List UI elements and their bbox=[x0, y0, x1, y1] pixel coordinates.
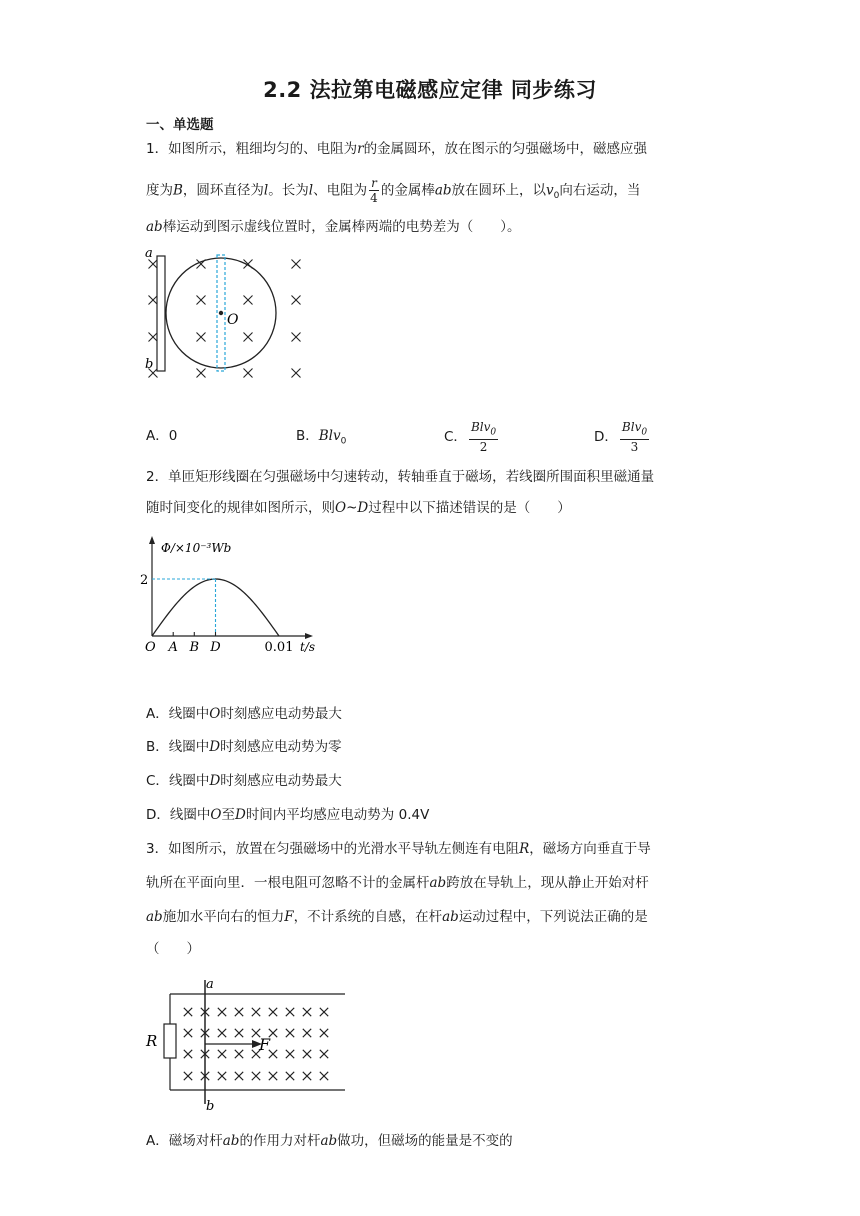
y-axis-label: Φ/×10⁻³Wb bbox=[161, 541, 232, 555]
field-cross-mark bbox=[244, 369, 253, 378]
field-cross-mark bbox=[184, 1050, 192, 1058]
q1-option-c[interactable]: C． $\frac{Blv_0}{2}$ bbox=[444, 420, 497, 455]
field-cross-mark bbox=[320, 1072, 328, 1080]
q1-ring-figure bbox=[140, 244, 320, 384]
y-tick-label: 2 bbox=[140, 573, 149, 588]
field-cross-mark bbox=[286, 1050, 294, 1058]
q3-line-4: （ ） bbox=[146, 941, 200, 957]
label-a: a bbox=[206, 977, 214, 992]
q2-option-b[interactable]: B．线圈中D时刻感应电动势为零 bbox=[146, 739, 342, 755]
q2-number: 2． bbox=[146, 469, 169, 485]
q2-option-d[interactable]: D．线圈中O至D时间内平均感应电动势为 0.4V bbox=[146, 807, 430, 823]
q1-option-d[interactable]: D． $\frac{Blv_0}{3}$ bbox=[594, 420, 648, 455]
field-cross-mark bbox=[197, 369, 206, 378]
field-cross-mark bbox=[286, 1072, 294, 1080]
x-axis-label: t/s bbox=[300, 640, 316, 654]
q2-line-1: 2．单匝矩形线圈在匀强磁场中匀速转动，转轴垂直于磁场，若线圈所围面积里磁通量 bbox=[146, 469, 655, 485]
field-cross-mark bbox=[269, 1008, 277, 1016]
field-cross-mark bbox=[197, 333, 206, 342]
field-cross-mark bbox=[218, 1029, 226, 1037]
resistor-R bbox=[164, 1024, 176, 1058]
fraction-r-over-4: $\frac{r}{4}$ bbox=[370, 176, 378, 205]
field-cross-mark bbox=[184, 1072, 192, 1080]
flux-curve bbox=[152, 579, 279, 636]
field-cross-mark bbox=[320, 1008, 328, 1016]
q3-line-3: ab施加水平向右的恒力F，不计系统的自感，在杆ab运动过程中，下列说法正确的是 bbox=[146, 909, 648, 925]
field-cross-mark bbox=[292, 260, 301, 269]
field-cross-mark bbox=[218, 1008, 226, 1016]
label-O: O bbox=[227, 312, 239, 328]
q1-option-b[interactable]: B．Blv$_0$ bbox=[296, 428, 347, 447]
q3-option-a[interactable]: A．磁场对杆ab的作用力对杆ab做功，但磁场的能量是不变的 bbox=[146, 1133, 513, 1149]
metal-rod-ab bbox=[157, 256, 165, 371]
label-b: b bbox=[145, 357, 154, 372]
field-cross-mark bbox=[303, 1050, 311, 1058]
field-cross-mark bbox=[235, 1050, 243, 1058]
resistor-label: R bbox=[146, 1032, 158, 1050]
section-heading: 一、单选题 bbox=[146, 117, 214, 133]
x-tick-label: B bbox=[189, 640, 200, 655]
field-cross-mark bbox=[235, 1072, 243, 1080]
field-cross-mark bbox=[184, 1029, 192, 1037]
field-cross-mark bbox=[197, 296, 206, 305]
field-cross-mark bbox=[184, 1008, 192, 1016]
field-cross-mark bbox=[292, 369, 301, 378]
q1-option-a[interactable]: A．0 bbox=[146, 428, 178, 444]
q1-line-1: 1．如图所示，粗细均匀的、电阻为r的金属圆环，放在图示的匀强磁场中，磁感应强 bbox=[146, 141, 648, 157]
field-cross-mark bbox=[244, 296, 253, 305]
q3-number: 3． bbox=[146, 841, 169, 857]
x-axis-arrow bbox=[305, 633, 313, 639]
label-b: b bbox=[206, 1099, 215, 1114]
field-cross-mark bbox=[292, 296, 301, 305]
center-dot bbox=[219, 311, 223, 315]
field-cross-mark bbox=[218, 1072, 226, 1080]
q3-line-2: 轨所在平面向里．一根电阻可忽略不计的金属杆ab跨放在导轨上，现从静止开始对杆 bbox=[146, 875, 649, 891]
field-cross-mark bbox=[303, 1072, 311, 1080]
q1-line-2: 度为B，圆环直径为l。长为l、电阻为 $\frac{r}{4}$ 的金属棒ab放在圆环上，以$v_0$向右运动，当 bbox=[146, 176, 641, 205]
field-cross-mark bbox=[269, 1072, 277, 1080]
field-cross-mark bbox=[244, 333, 253, 342]
field-cross-mark bbox=[218, 1050, 226, 1058]
q1-line-3: ab棒运动到图示虚线位置时，金属棒两端的电势差为（ ）。 bbox=[146, 219, 521, 235]
q3-rail-figure bbox=[140, 976, 355, 1116]
x-tick-label: O bbox=[145, 640, 156, 655]
x-tick-label: 0.01 bbox=[264, 640, 294, 655]
q2-line-2: 随时间变化的规律如图所示，则O~D过程中以下描述错误的是（ ） bbox=[146, 500, 571, 516]
x-tick-label: A bbox=[168, 640, 178, 655]
flux-time-chart bbox=[140, 534, 330, 659]
field-cross-mark bbox=[320, 1050, 328, 1058]
label-a: a bbox=[145, 246, 153, 261]
field-cross-mark bbox=[303, 1008, 311, 1016]
page-title: 2.2 法拉第电磁感应定律 同步练习 bbox=[263, 78, 597, 102]
q1-number: 1． bbox=[146, 141, 169, 157]
field-cross-mark bbox=[320, 1029, 328, 1037]
field-cross-mark bbox=[303, 1029, 311, 1037]
field-cross-mark bbox=[252, 1072, 260, 1080]
field-cross-mark bbox=[252, 1008, 260, 1016]
field-cross-mark bbox=[149, 296, 158, 305]
q2-option-a[interactable]: A．线圈中O时刻感应电动势最大 bbox=[146, 706, 342, 722]
field-cross-mark bbox=[286, 1008, 294, 1016]
field-cross-mark bbox=[235, 1029, 243, 1037]
q3-line-1: 3．如图所示，放置在匀强磁场中的光滑水平导轨左侧连有电阻R，磁场方向垂直于导 bbox=[146, 841, 651, 857]
q2-option-c[interactable]: C．线圈中D时刻感应电动势最大 bbox=[146, 773, 342, 789]
field-cross-mark bbox=[235, 1008, 243, 1016]
x-tick-label: D bbox=[210, 640, 221, 655]
field-cross-mark bbox=[292, 333, 301, 342]
field-cross-mark bbox=[149, 333, 158, 342]
y-axis-arrow bbox=[149, 536, 155, 544]
force-label: F bbox=[259, 1035, 271, 1054]
field-cross-mark bbox=[286, 1029, 294, 1037]
